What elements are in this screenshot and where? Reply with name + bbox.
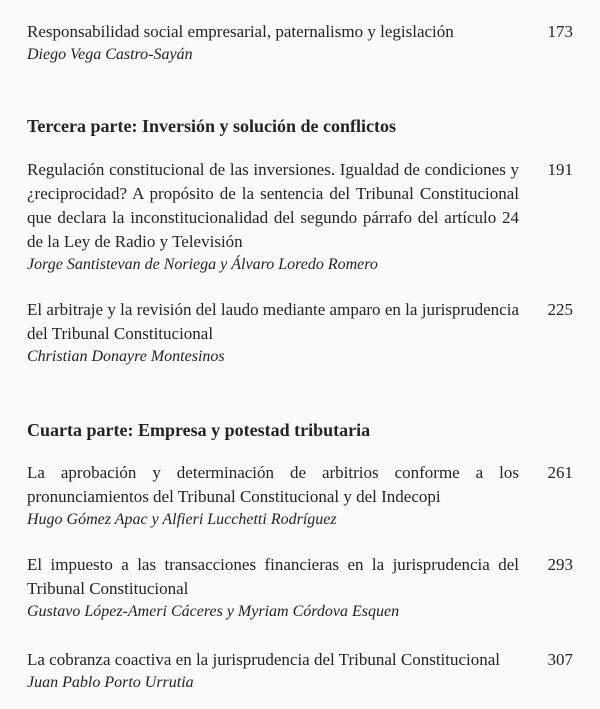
- toc-entry-author: Gustavo López-Ameri Cáceres y Myriam Córdova Esquen: [27, 603, 400, 620]
- toc-entry-title: Regulación constitucional de las inversiones. Igualdad de condiciones y ¿reciprocidad? A propósito de la sentencia del Tribunal Constitucional que declara la inconstitucionalidad del segundo párrafo del artículo 24 de la Ley de Radio y Televisión: [27, 160, 519, 251]
- toc-entry-page-number: 293: [547, 555, 573, 574]
- toc-entry-page-number: 225: [547, 300, 573, 319]
- toc-entry: [27, 298, 575, 368]
- toc-entry-title: El arbitraje y la revisión del laudo mediante amparo en la jurisprudencia del Tribunal Constitucional: [27, 300, 519, 343]
- toc-entry-page-number: 191: [547, 160, 573, 179]
- toc-entry-author: Juan Pablo Porto Urrutia: [27, 674, 194, 691]
- section-heading: Tercera parte: Inversión y solución de conflictos: [27, 116, 396, 136]
- toc-entry-title: El impuesto a las transacciones financieras en la jurisprudencia del Tribunal Constitucional: [27, 555, 519, 598]
- toc-entry-author: Jorge Santistevan de Noriega y Álvaro Loredo Romero: [27, 256, 378, 273]
- toc-entry-author: Diego Vega Castro-Sayán: [27, 46, 193, 63]
- toc-entry-page-number: 173: [547, 22, 573, 41]
- toc-entry-author: Christian Donayre Montesinos: [27, 348, 225, 365]
- toc-entry: [27, 461, 575, 531]
- toc-entry-title: La cobranza coactiva en la jurisprudencia del Tribunal Constitucional: [27, 650, 501, 669]
- toc-entry-title: Responsabilidad social empresarial, paternalismo y legislación: [27, 22, 454, 41]
- toc-entry-page-number: 307: [547, 650, 573, 669]
- toc-entry: [27, 158, 575, 276]
- toc-entry: [27, 553, 575, 623]
- toc-entry: [27, 20, 575, 66]
- toc-entry-title: La aprobación y determinación de arbitrios conforme a los pronunciamientos del Tribunal Constitucional y del Indecopi: [27, 463, 519, 506]
- toc-entry-page-number: 261: [547, 463, 573, 482]
- toc-entry: [27, 648, 575, 694]
- toc-entry-author: Hugo Gómez Apac y Alfieri Lucchetti Rodríguez: [27, 511, 337, 528]
- section-heading: Cuarta parte: Empresa y potestad tributaria: [27, 420, 371, 440]
